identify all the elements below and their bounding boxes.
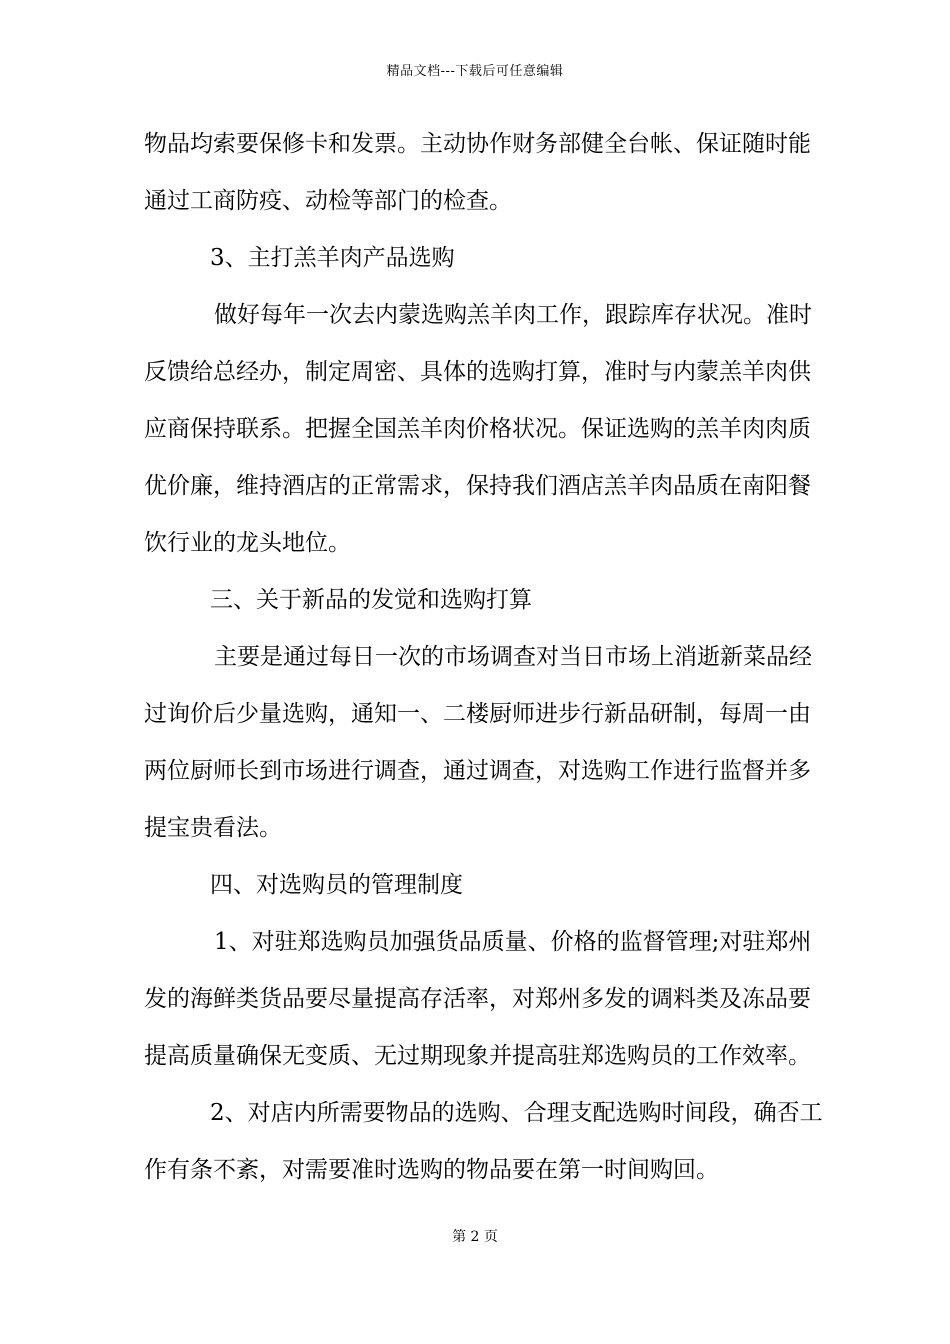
text-line: 发的海鲜类货品要尽量提高存活率，对郑州多发的调料类及冻品要 — [144, 986, 811, 1012]
text-line: 2、对店内所需要物品的选购、合理支配选购时间段，确否工 — [210, 1100, 823, 1126]
paragraph-continuation — [144, 130, 809, 215]
paragraph-lamb-procurement — [144, 301, 812, 557]
text-line: 主要是通过每日一次的市场调查对当日市场上消逝新菜品经 — [214, 644, 812, 670]
document-body — [144, 130, 823, 1213]
text-line: 优价廉，维持酒店的正常需求，保持我们酒店羔羊肉品质在南阳餐 — [144, 473, 811, 499]
text-line: 四、对选购员的管理制度 — [210, 872, 463, 898]
text-line: 过询价后少量选购，通知一、二楼厨师进步行新品研制，每周一由 — [144, 701, 811, 727]
section-heading-buyer-management — [144, 871, 809, 899]
text-line: 1、对驻郑选购员加强货品质量、价格的监督管理;对驻郑州 — [214, 929, 812, 955]
page-number: 第 2 页 — [452, 1229, 498, 1245]
header-text: 精品文档---下载后可任意编辑 — [386, 64, 564, 79]
section-heading-new-products — [144, 586, 809, 614]
text-line: 通过工商防疫、动检等部门的检查。 — [144, 188, 512, 214]
text-line: 做好每年一次去内蒙选购羔羊肉工作，跟踪库存状况。准时 — [214, 302, 812, 328]
text-line: 饮行业的龙头地位。 — [144, 530, 351, 556]
paragraph-zhengzhou-buyers — [144, 928, 812, 1070]
text-line: 两位厨师长到市场进行调查，通过调查，对选购工作进行监督并多 — [144, 758, 811, 784]
page-header — [0, 64, 950, 80]
paragraph-new-products — [144, 643, 812, 842]
text-line: 应商保持联系。把握全国羔羊肉价格状况。保证选购的羔羊肉肉质 — [144, 416, 811, 442]
text-line: 三、关于新品的发觉和选购打算 — [210, 587, 532, 613]
text-line: 作有条不紊，对需要准时选购的物品要在第一时间购回。 — [144, 1157, 719, 1183]
text-line: 3、主打羔羊肉产品选购 — [210, 245, 455, 271]
subheading-lamb-procurement — [144, 244, 809, 272]
text-line: 提高质量确保无变质、无过期现象并提高驻郑选购员的工作效率。 — [144, 1043, 811, 1069]
text-line: 提宝贵看法。 — [144, 815, 282, 841]
text-line: 反馈给总经办，制定周密、具体的选购打算，准时与内蒙羔羊肉供 — [144, 359, 811, 385]
page-footer — [0, 1228, 950, 1246]
paragraph-in-store-procurement — [144, 1099, 823, 1184]
text-line: 物品均索要保修卡和发票。主动协作财务部健全台帐、保证随时能 — [144, 131, 811, 157]
